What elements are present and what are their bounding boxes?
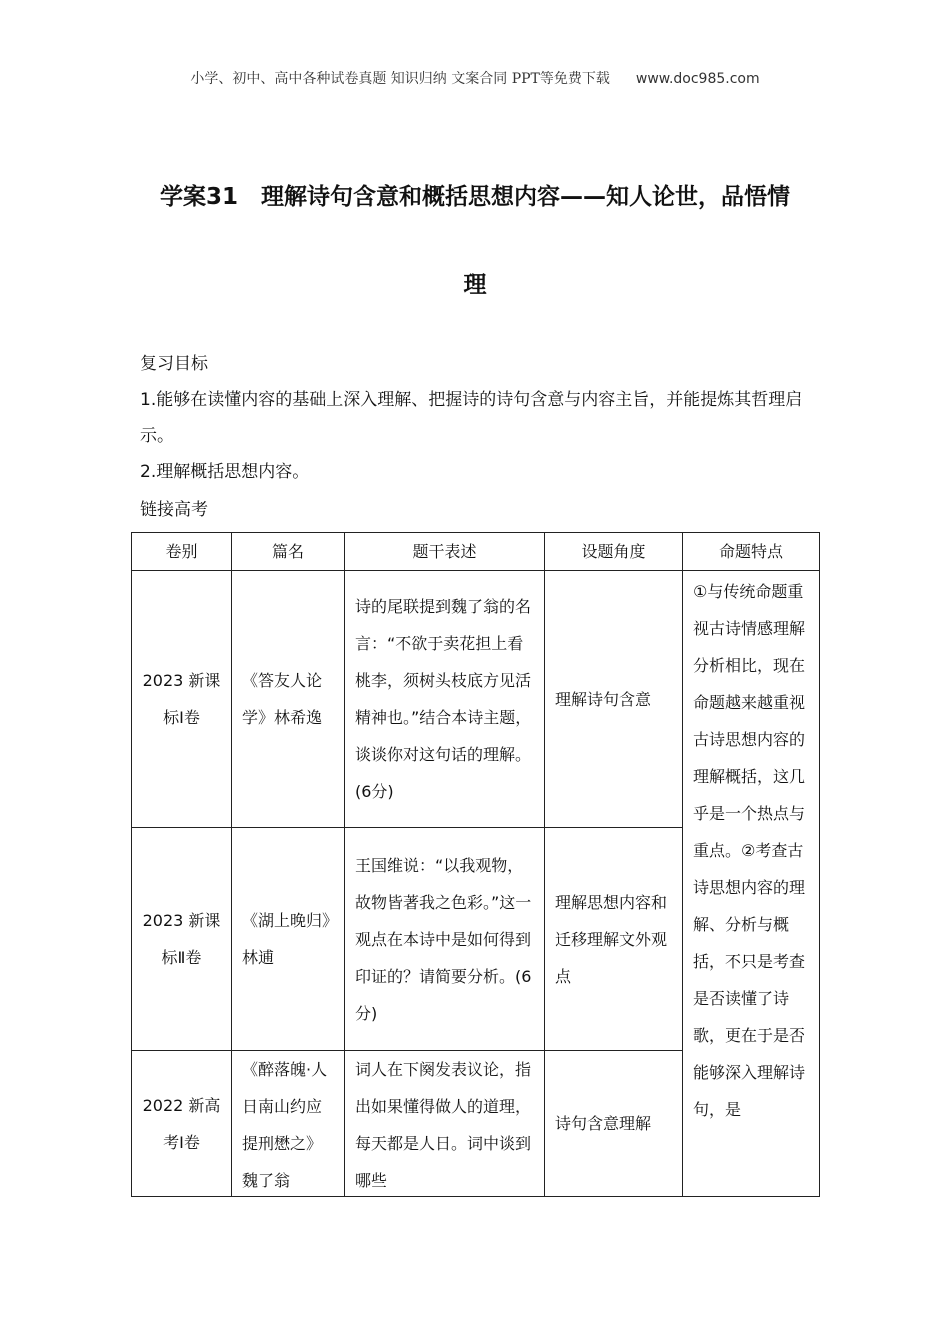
cell-title (232, 1051, 345, 1197)
cell-paper: 2022 新高考Ⅰ卷 (132, 1051, 232, 1197)
cell-stem: 王国维说：“以我观物，故物皆著我之色彩。”这一观点在本诗中是如何得到印证的？请简要分析。(6分) (345, 828, 545, 1051)
link-heading: 链接高考 (140, 500, 208, 520)
review-heading: 复习目标 (140, 354, 208, 374)
cell-stem (345, 1051, 545, 1197)
header-paper: 卷别 (132, 533, 232, 571)
header-text: 小学、初中、高中各种试卷真题 知识归纳 文案合同 PPT等免费下载 (190, 71, 610, 87)
cell-angle: 理解诗句含意 (545, 571, 683, 828)
cell-title: 《答友人论学》林希逸 (232, 571, 345, 828)
table-header-row (132, 533, 820, 571)
cell-title: 《湖上晚归》林逋 (232, 828, 345, 1051)
title-line-1: 学案31 理解诗句含意和概括思想内容——知人论世，品悟情 (159, 184, 790, 210)
table-row (132, 571, 820, 828)
feature-text: ①与传统命题重视古诗情感理解分析相比，现在命题越来越重视古诗思想内容的理解概括，这几乎是一个热点与重点。②考查古诗思想内容的理解、分析与概括，不只是考查是否读懂了诗歌，更在于是否能够深入理解诗句，是 (693, 582, 806, 1119)
cell-feature (683, 571, 820, 1197)
header-stem: 题干表述 (345, 533, 545, 571)
document-title (140, 178, 810, 304)
cell-angle: 诗句含意理解 (545, 1051, 683, 1197)
review-goal-2: 2.理解概括思想内容。 (140, 462, 310, 482)
cell-paper: 2023 新课标Ⅰ卷 (132, 571, 232, 828)
cell-stem-text: 词人在下阕发表议论，指出如果懂得做人的道理，每天都是人日。词中谈到哪些 (355, 1060, 532, 1190)
header-site-link[interactable]: www.doc985.com (635, 71, 760, 87)
cell-angle: 理解思想内容和迁移理解文外观点 (545, 828, 683, 1051)
title-line-2: 理 (463, 272, 487, 298)
header-feature: 命题特点 (683, 533, 820, 571)
cell-stem: 诗的尾联提到魏了翁的名言：“不欲于卖花担上看桃李，须树头枝底方见活精神也。”结合本诗主题，谈谈你对这句话的理解。(6分) (345, 571, 545, 828)
header-title: 篇名 (232, 533, 345, 571)
cell-title-text: 《醉落魄·人日南山约应提刑懋之》魏了翁 (242, 1060, 328, 1190)
exam-table (131, 532, 820, 1197)
page-header (0, 68, 950, 88)
cell-paper: 2023 新课标Ⅱ卷 (132, 828, 232, 1051)
header-angle: 设题角度 (545, 533, 683, 571)
review-goal-1: 1.能够在读懂内容的基础上深入理解、把握诗的诗句含意与内容主旨，并能提炼其哲理启示。 (140, 390, 803, 446)
